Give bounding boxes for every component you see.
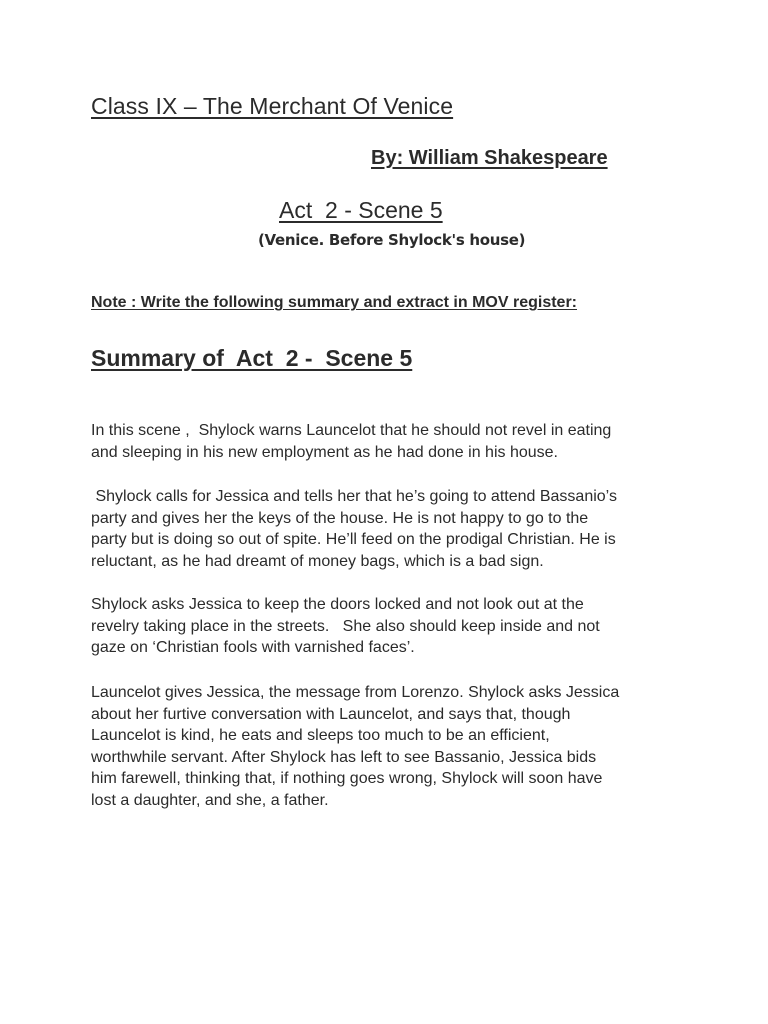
summary-paragraph: Shylock calls for Jessica and tells her that he’s going to attend Bassanio’s party and gives her the keys of the house. He is not happy to go to the party but is doing so out of spite. He’ll feed on the prodigal Christian. He is reluctant, as he had dreamt of money bags, which is a bad sign. [91,488,617,570]
act-scene-heading: Act 2 - Scene 5 [279,197,443,223]
summary-paragraph: Launcelot gives Jessica, the message from Lorenzo. Shylock asks Jessica about her furtive conversation with Launcelot, and says that, though Launcelot is kind, he eats and sleeps too much to be an efficient, worthwhile servant. After Shylock has left to see Bassanio, Jessica bids him farewell, thinking that, if nothing goes wrong, Shylock will soon have lost a daughter, and she, a father. [91,684,620,809]
author-line: By: William Shakespeare [371,147,608,169]
summary-heading: Summary of Act 2 - Scene 5 [91,345,413,371]
summary-paragraph: In this scene , Shylock warns Launcelot that he should not revel in eating and sleeping in his new employment as he had done in his house. [91,422,612,461]
summary-paragraph: Shylock asks Jessica to keep the doors locked and not look out at the revelry taking place in the streets. She also should keep inside and not gaze on ‘Christian fools with varnished faces’. [91,596,600,656]
scene-setting: (Venice. Before Shylock's house) [258,231,526,249]
document-title: Class IX – The Merchant Of Venice [91,93,454,119]
note-line: Note : Write the following summary and extract in MOV register: [91,294,578,311]
